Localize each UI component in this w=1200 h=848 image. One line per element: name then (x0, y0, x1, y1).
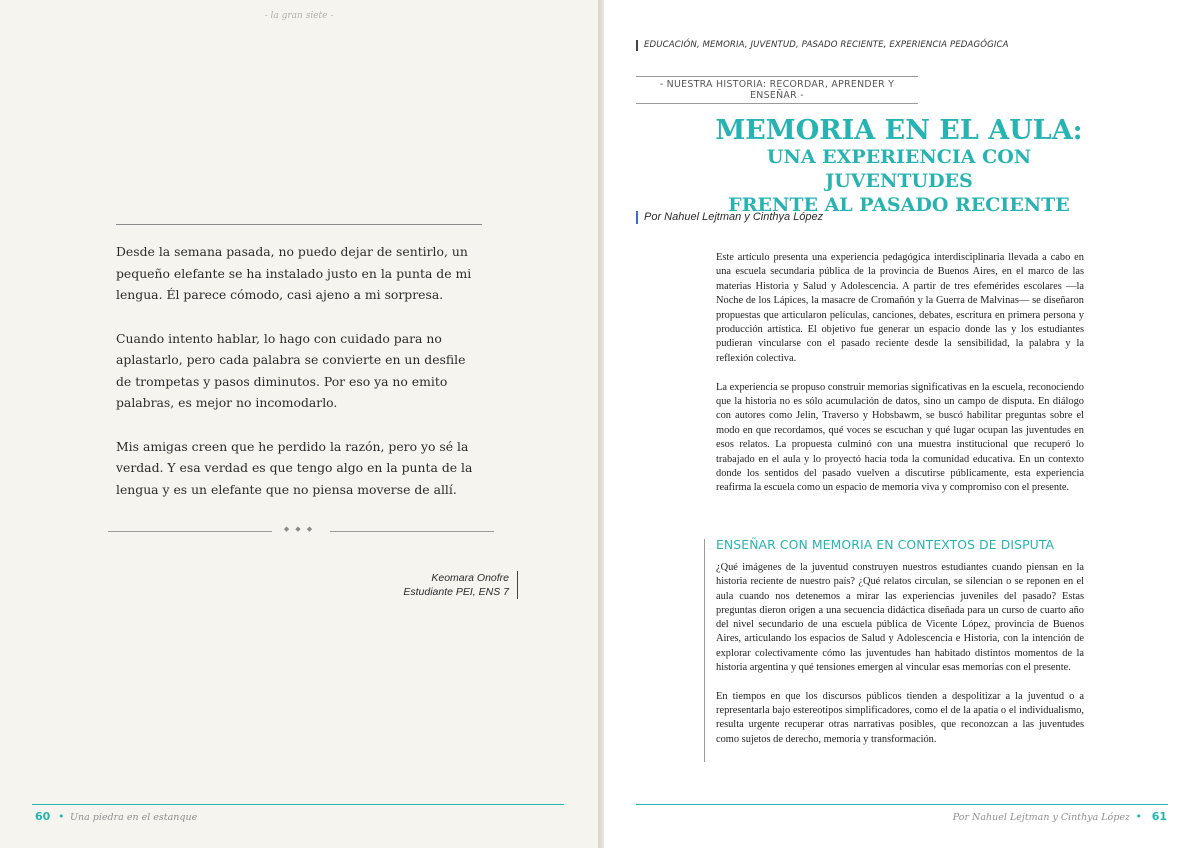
story-paragraph: Desde la semana pasada, no puedo dejar de sentirlo, un pequeño elefante se ha instalado justo en la punta de mi lengua. Él parece cómodo, casi ajeno a mi sorpresa. (116, 244, 472, 302)
story-paragraph: Mis amigas creen que he perdido la razón, pero yo sé la verdad. Y esa verdad es que tengo algo en la punta de la lengua y es un elefante que no piensa moverse de allí. (116, 438, 473, 497)
ornament-divider (108, 527, 494, 535)
title-line-1: MEMORIA EN EL AULA: (715, 115, 1083, 146)
page-number: 60 (35, 810, 51, 823)
section-body (716, 561, 1084, 761)
author-role: Estudiante PEI, ENS 7 (403, 586, 509, 598)
keywords-line: EDUCACIÓN, MEMORIA, JUVENTUD, PASADO RECIENTE, EXPERIENCIA PEDAGÓGICA (636, 40, 1009, 51)
story-paragraph: Cuando intento hablar, lo hago con cuidado para no aplastarlo, pero cada palabra se convierte en un desfile de trompetas y pasos diminutos. Por eso ya no emito palabras, es mejor no incomodarlo. (116, 330, 466, 410)
footer-book-title: Una piedra en el estanque (70, 812, 198, 823)
diamond-ornament-icon: ◆◆◆ (283, 525, 319, 533)
divider-line-right (330, 531, 494, 532)
footer-bullet-icon: • (1135, 810, 1142, 823)
right-page (604, 0, 1200, 848)
footer-rule (636, 804, 1168, 805)
article-title (704, 116, 1094, 217)
section-heading: ENSEÑAR CON MEMORIA EN CONTEXTOS DE DISPUTA (716, 537, 1055, 552)
divider-line-left (108, 531, 272, 532)
abstract-paragraph: La experiencia se propuso construir memorias significativas en la escuela, reconociendo que la historia no es sólo acumulación de datos, sino un campo de disputa. En diálogo con autores como Jelin, Traverso y Hobsbawm, se buscó habilitar preguntas sobre el modo en que recordamos, qué voces se escuchan y qué lugar ocupan las juventudes en esos relatos. La propuesta culminó con una muestra institucional que recuperó lo trabajado en el aula y lo proyectó hacia toda la comunidad educativa. En un contexto donde los sentidos del pasado vuelven a discutirse públicamente, esta experiencia reafirma la escuela como un espacio de memoria viva y compromiso con el presente. (716, 381, 1084, 494)
footer-rule (32, 804, 564, 805)
footer-bullet-icon: • (58, 810, 65, 823)
section-paragraph: En tiempos en que los discursos públicos tienden a despolitizar a la juventud o a representarla bajo estereotipos simplificadores, como el de la apatía o el individualismo, resulta urgente recuperar otras narrativas posibles, que reconozcan a las juventudes como sujetos de derecho, memoria y transformación. (716, 690, 1084, 745)
running-head: - la gran siete - (264, 11, 334, 21)
footer-authors: Por Nahuel Lejtman y Cinthya López (952, 812, 1130, 823)
article-abstract (716, 251, 1084, 510)
story-signature (403, 571, 518, 599)
story-text (116, 241, 482, 522)
title-line-2: UNA EXPERIENCIA CON JUVENTUDES (766, 146, 1032, 192)
page-number: 61 (1151, 810, 1167, 823)
section-tag: - NUESTRA HISTORIA: RECORDAR, APRENDER Y ENSEÑAR - (636, 76, 918, 104)
byline: Por Nahuel Lejtman y Cinthya López (636, 211, 823, 224)
author-name: Keomara Onofre (431, 572, 509, 584)
section-paragraph: ¿Qué imágenes de la juventud construyen nuestros estudiantes cuando piensan en la historia reciente de nuestro país? ¿Qué relatos circulan, se silencian o se reponen en el aula cuando nos detenemos a mirar las experiencias juveniles del pasado? Estas preguntas dieron origen a una secuencia didáctica diseñada para un curso de cuarto año del nivel secundario de una escuela pública de Vicente López, provincia de Buenos Aires, articulando los espacios de Salud y Adolescencia e Historia, con la intención de explorar colectivamente cómo las juventudes han habitado distintos momentos de la historia argentina y qué tensiones emergen al vincular esas memorias con el presente. (716, 562, 1084, 674)
abstract-paragraph: Este artículo presenta una experiencia pedagógica interdisciplinaria llevada a cabo en una escuela secundaria pública de la provincia de Buenos Aires, en el marco de las materias Historia y Salud y Adolescencia. A partir de tres efemérides escolares —la Noche de los Lápices, la masacre de Cromañón y la Guerra de Malvinas— se diseñaron propuestas que articularon películas, canciones, debates, escritura en primera persona y producción artística. El objetivo fue generar un espacio donde las y los estudiantes pudieran vincularse con el pasado reciente desde la sensibilidad, la palabra y la reflexión colectiva. (716, 252, 1084, 364)
story-top-rule (116, 224, 482, 225)
left-page (0, 0, 598, 848)
title-line-3: FRENTE AL PASADO RECIENTE (728, 194, 1070, 216)
